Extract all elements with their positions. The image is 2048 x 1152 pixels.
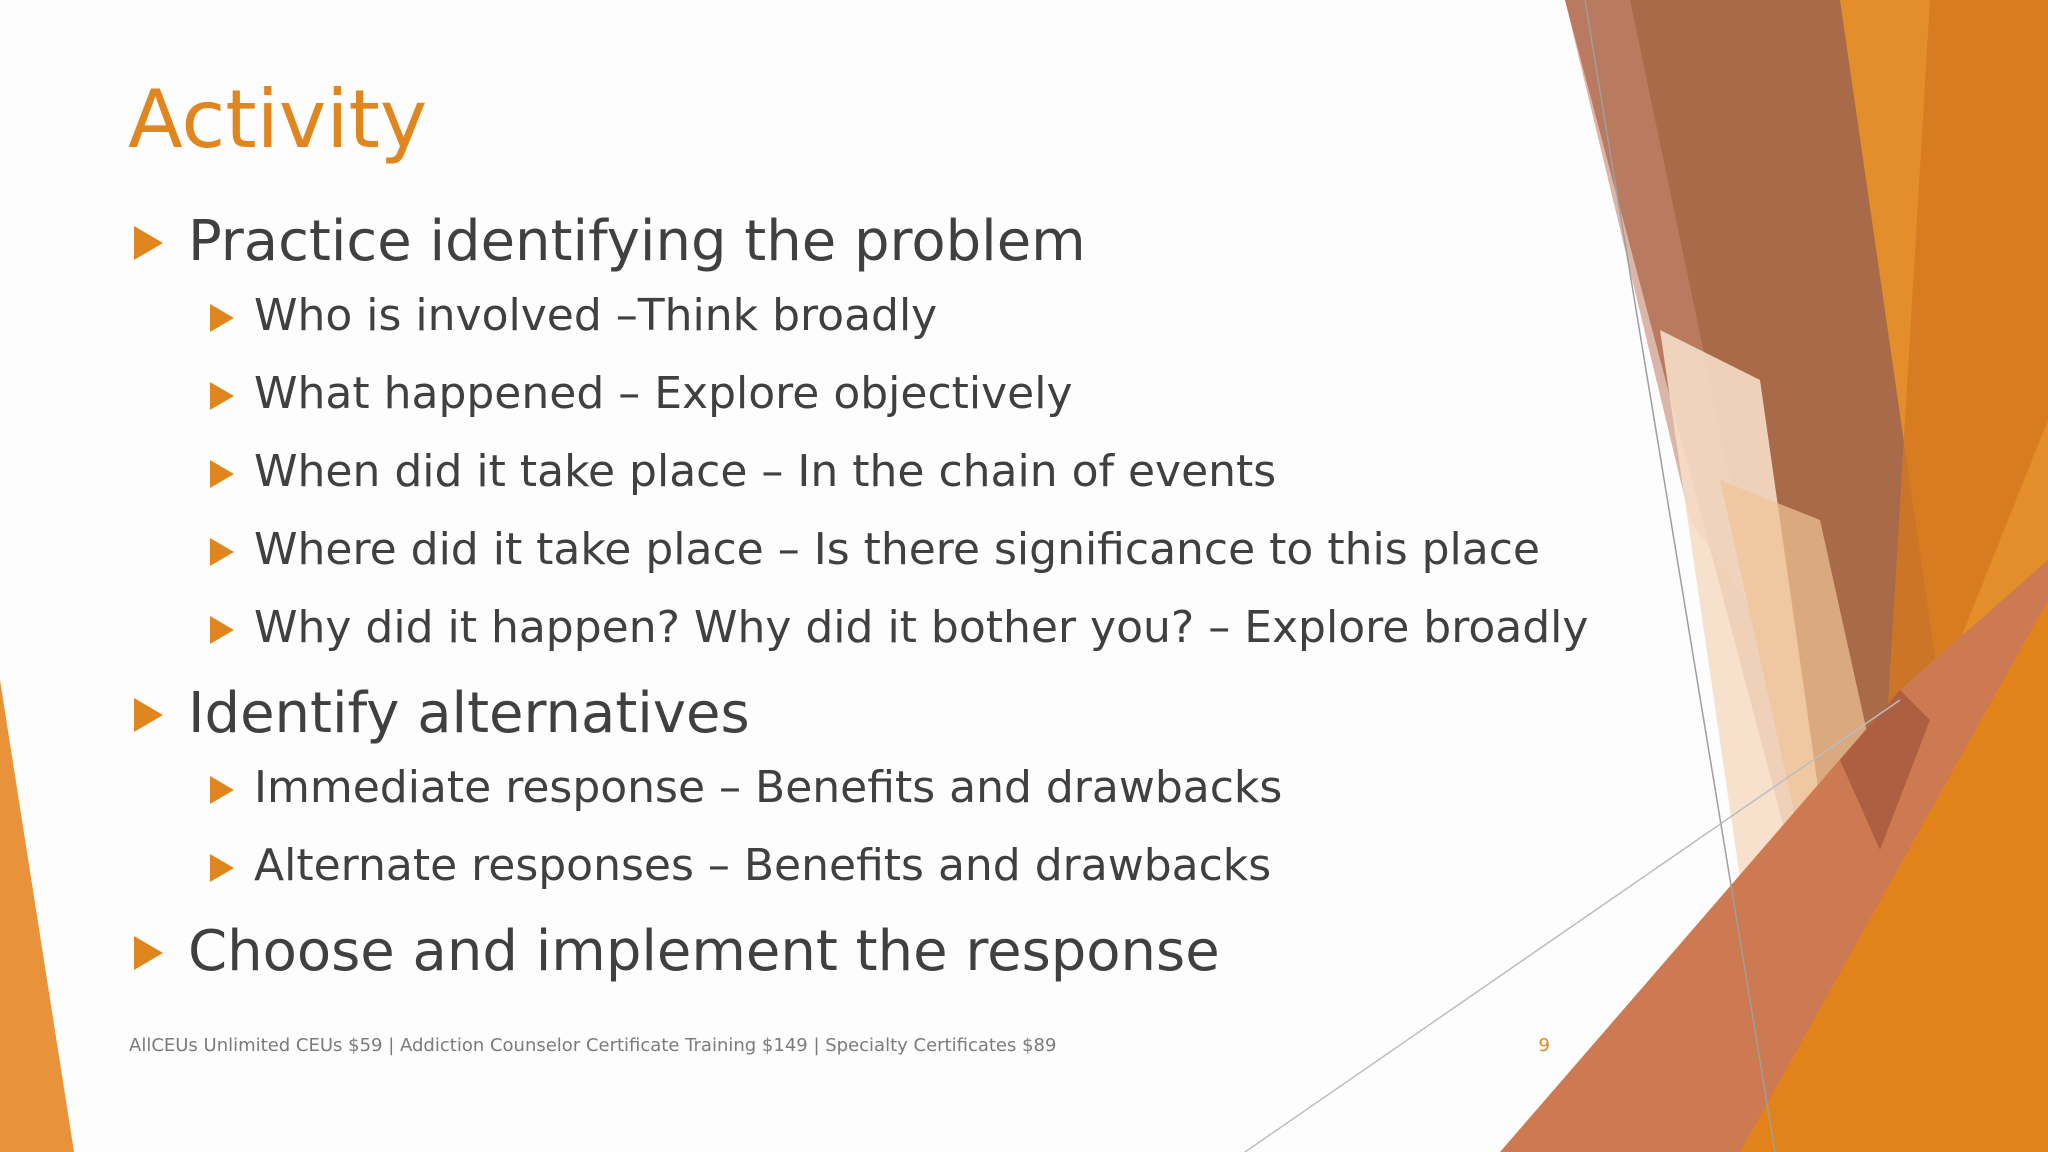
triangle-bullet-icon — [134, 698, 163, 732]
sub-bullet-text: Where did it take place – Is there significance to this place — [254, 524, 1540, 575]
sub-bullet-item — [132, 444, 1612, 500]
left-orange-sliver — [0, 680, 74, 1152]
triangle-bullet-icon — [210, 304, 234, 332]
slide-footer: AllCEUs Unlimited CEUs $59 | Addiction Counselor Certificate Training $149 | Specialty Certificates $89 — [129, 1035, 1057, 1056]
bullet-list — [132, 194, 1612, 998]
triangle-bullet-icon — [134, 226, 163, 260]
bullet-text: Identify alternatives — [188, 681, 750, 746]
sub-bullet-text: Alternate responses – Benefits and drawbacks — [254, 840, 1272, 891]
triangle-bullet-icon — [210, 616, 234, 644]
sub-bullet-text: What happened – Explore objectively — [254, 368, 1073, 419]
triangle-bullet-icon — [210, 460, 234, 488]
sub-bullet-item — [132, 522, 1612, 578]
triangle-bullet-icon — [210, 854, 234, 882]
sub-bullet-item — [132, 838, 1612, 894]
bullet-item — [132, 916, 1612, 988]
sub-bullet-text: Why did it happen? Why did it bother you? – Explore broadly — [254, 602, 1589, 653]
slide-title: Activity — [128, 73, 428, 166]
page-number: 9 — [1538, 1035, 1550, 1056]
bullet-text: Practice identifying the problem — [188, 209, 1086, 274]
triangle-bullet-icon — [210, 776, 234, 804]
sub-bullet-text: When did it take place – In the chain of events — [254, 446, 1277, 497]
sub-bullet-text: Immediate response – Benefits and drawbacks — [254, 762, 1283, 813]
bullet-item — [132, 206, 1612, 278]
triangle-bullet-icon — [210, 538, 234, 566]
bullet-text: Choose and implement the response — [188, 919, 1220, 984]
triangle-bullet-icon — [134, 936, 163, 970]
bullet-item — [132, 678, 1612, 750]
sub-bullet-item — [132, 288, 1612, 344]
sub-bullet-item — [132, 366, 1612, 422]
sub-bullet-item — [132, 760, 1612, 816]
sub-bullet-text: Who is involved –Think broadly — [254, 290, 938, 341]
sub-bullet-item — [132, 600, 1612, 656]
triangle-bullet-icon — [210, 382, 234, 410]
